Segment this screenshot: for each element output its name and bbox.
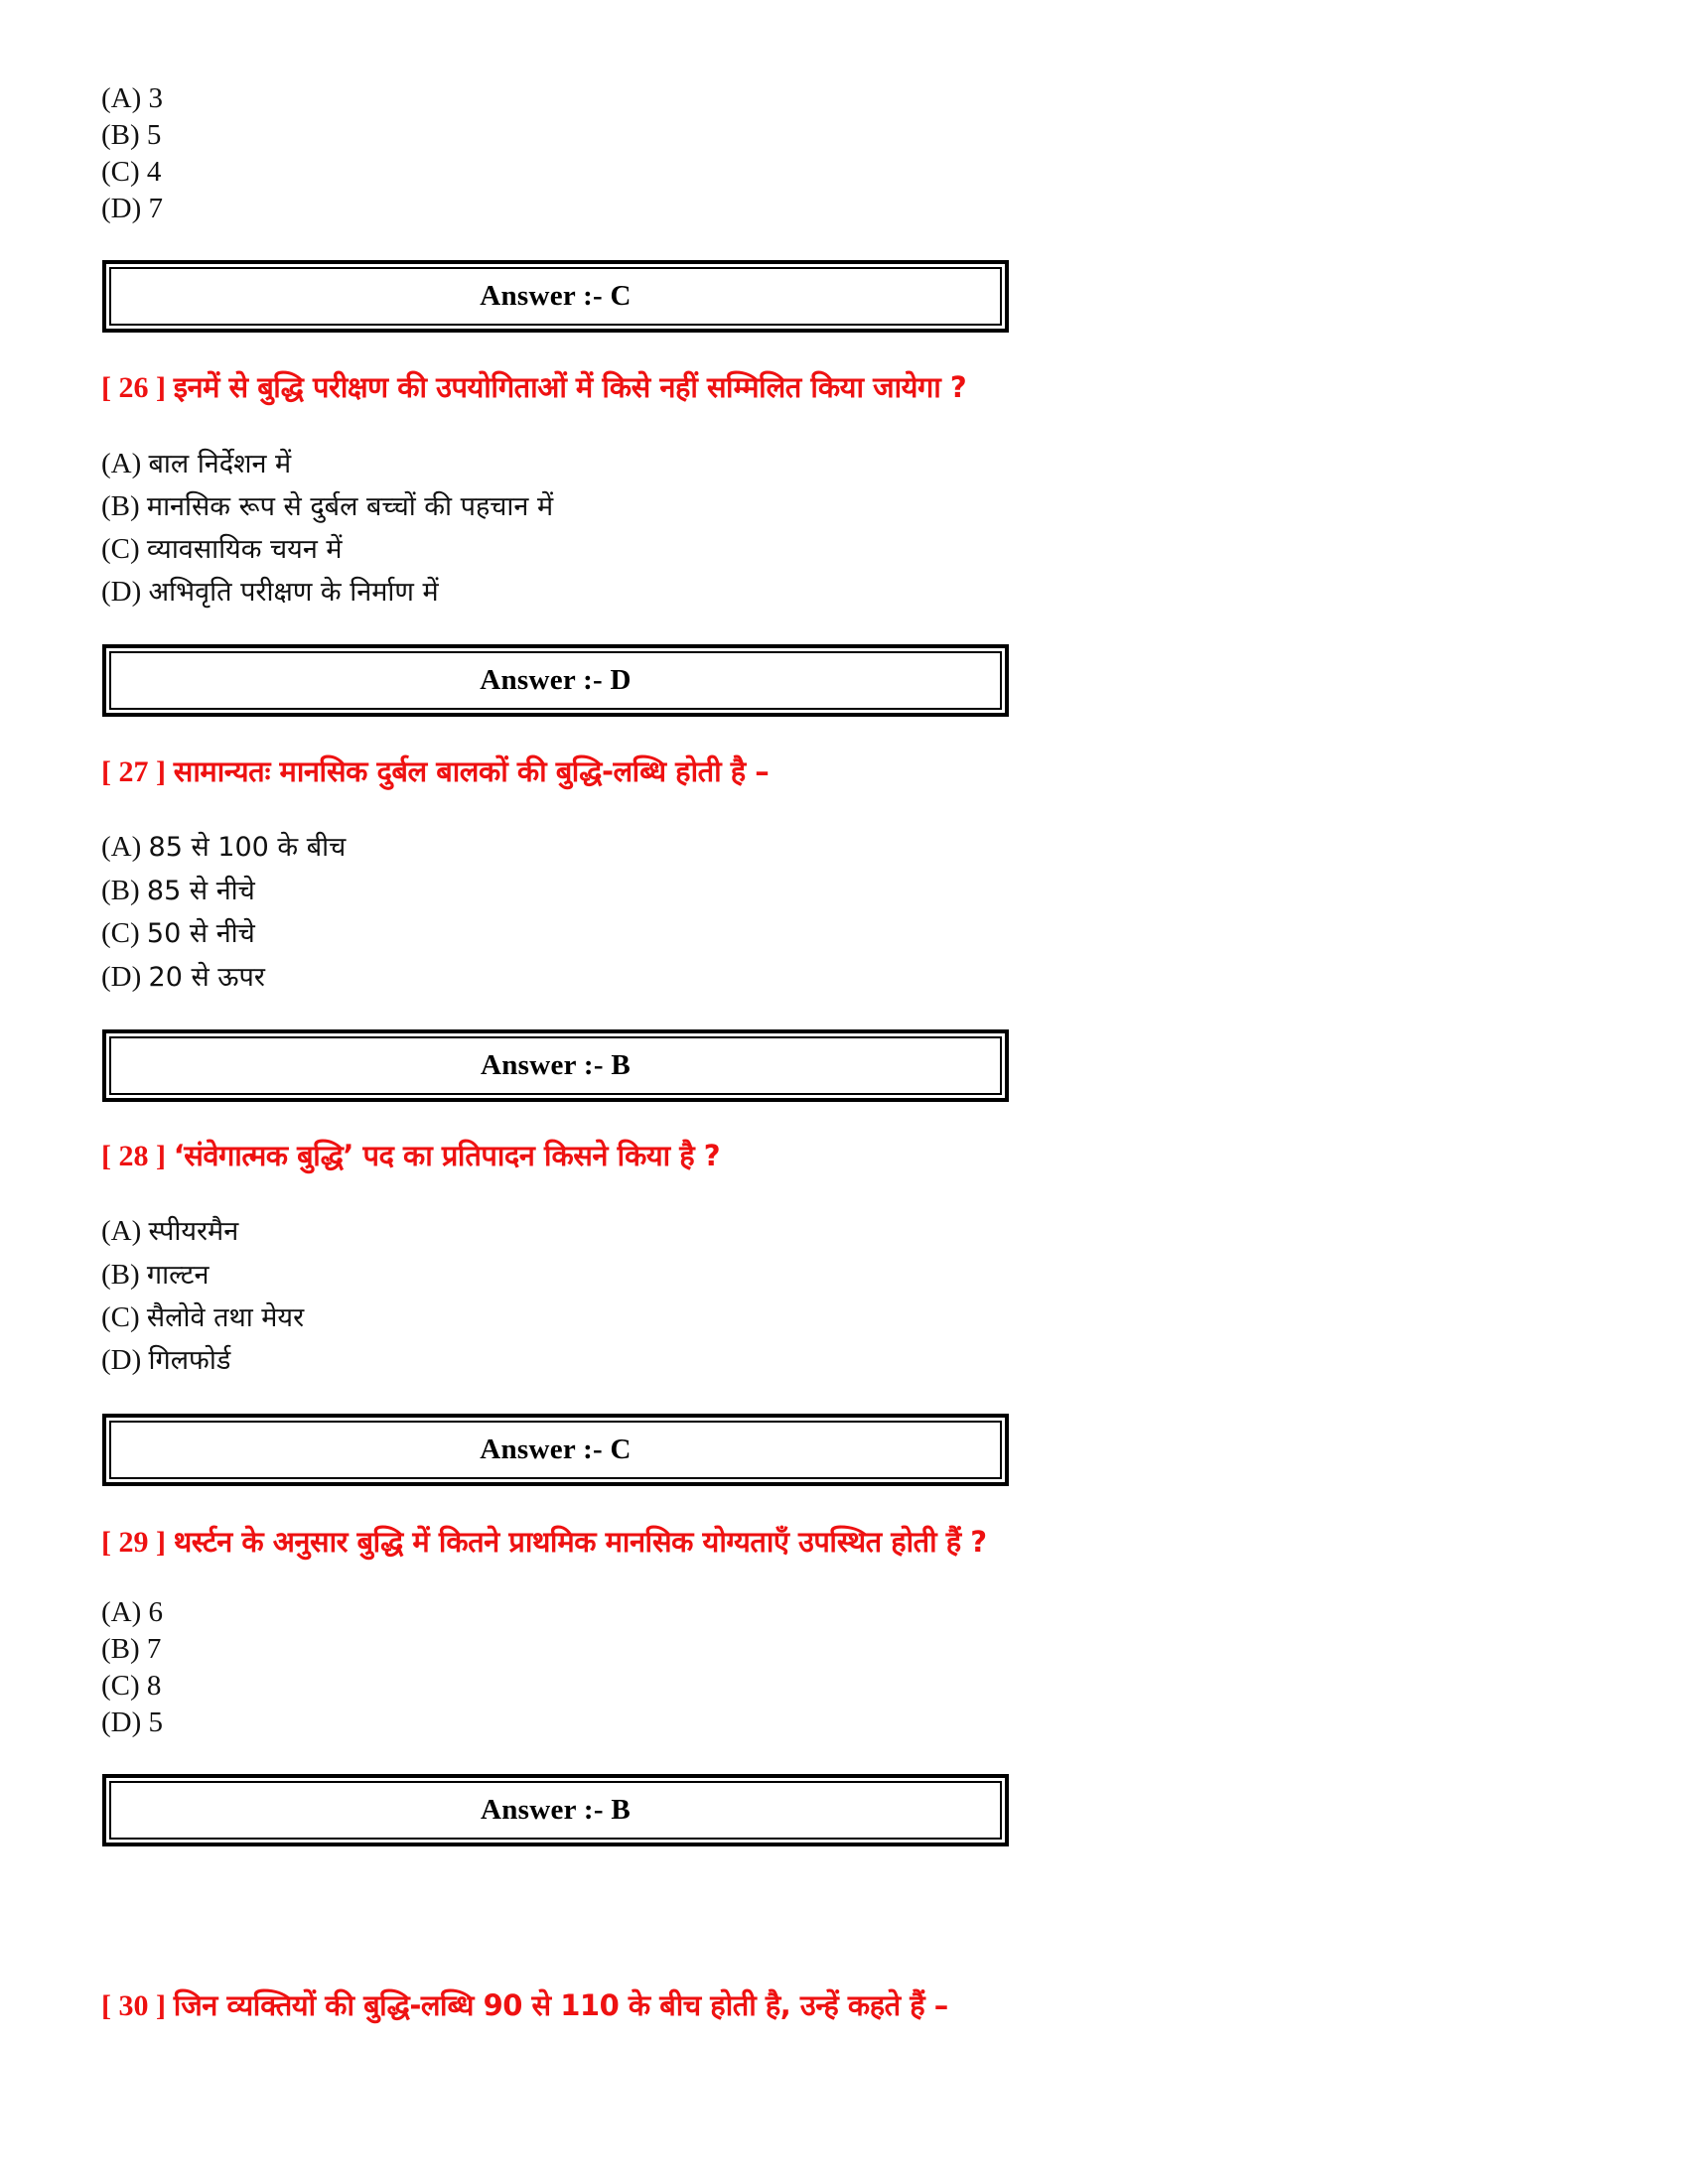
option-text: अभिवृति परीक्षण के निर्माण में	[148, 577, 439, 608]
q29-option-c	[101, 1669, 161, 1703]
q27-option-d	[101, 960, 265, 995]
question-text: इनमें से बुद्धि परीक्षण की उपयोगिताओं में किसे नहीं सम्मिलित किया जायेगा ?	[173, 370, 967, 404]
answer-box	[102, 260, 1009, 333]
option-text: 6	[148, 1596, 164, 1628]
option-text: बाल निर्देशन में	[148, 449, 292, 479]
option-a	[101, 81, 163, 115]
option-text: सैलोवे तथा मेयर	[146, 1302, 305, 1333]
q26-option-c	[101, 532, 343, 567]
q29-option-d	[101, 1706, 163, 1739]
question-text: सामान्यतः मानसिक दुर्बल बालकों की बुद्धि-लब्धि होती है –	[173, 754, 770, 788]
option-label: (B)	[101, 490, 140, 522]
question-number: [ 30 ]	[101, 1989, 166, 2022]
q28-option-d	[101, 1343, 230, 1378]
answer-text: Answer :- C	[480, 280, 632, 312]
option-label: (A)	[101, 831, 142, 863]
option-label: (C)	[101, 156, 140, 188]
answer-box	[102, 1414, 1009, 1486]
answer-text: Answer :- D	[480, 664, 632, 696]
option-label: (C)	[101, 917, 140, 949]
question-text: ‘संवेगात्मक बुद्धि’ पद का प्रतिपादन किसने किया है ?	[173, 1139, 721, 1172]
option-text: 20 से ऊपर	[148, 962, 265, 993]
option-label: (C)	[101, 1670, 140, 1702]
q26-option-a	[101, 447, 291, 481]
option-label: (C)	[101, 1301, 140, 1333]
question-29	[101, 1522, 987, 1563]
q29-option-a	[101, 1595, 163, 1629]
option-d	[101, 192, 163, 225]
option-text: 85 से नीचे	[146, 876, 255, 906]
answer-text: Answer :- C	[480, 1433, 632, 1465]
q27-option-c	[101, 916, 255, 951]
option-label: (B)	[101, 875, 140, 906]
answer-box-inner	[109, 651, 1002, 710]
option-label: (C)	[101, 533, 140, 565]
question-number: [ 29 ]	[101, 1526, 166, 1559]
question-30	[101, 1985, 948, 2026]
answer-text: Answer :- B	[481, 1794, 631, 1826]
option-b	[101, 118, 161, 152]
question-26	[101, 367, 966, 408]
question-number: [ 28 ]	[101, 1140, 166, 1172]
option-label: (A)	[101, 1215, 142, 1247]
answer-box	[102, 644, 1009, 717]
question-text: जिन व्यक्तियों की बुद्धि-लब्धि 90 से 110 के बीच होती है, उन्हें कहते हैं –	[173, 1988, 948, 2022]
q26-option-d	[101, 575, 439, 610]
answer-box-inner	[109, 1781, 1002, 1840]
option-label: (A)	[101, 82, 142, 114]
option-text: 7	[148, 193, 164, 224]
question-28	[101, 1136, 720, 1176]
option-label: (A)	[101, 1596, 142, 1628]
option-text: 4	[146, 156, 162, 188]
answer-box-inner	[109, 267, 1002, 326]
option-text: 7	[146, 1633, 162, 1665]
option-text: मानसिक रूप से दुर्बल बच्चों की पहचान में	[146, 491, 554, 522]
answer-box-inner	[109, 1036, 1002, 1095]
option-label: (D)	[101, 961, 142, 993]
option-text: स्पीयरमैन	[148, 1216, 239, 1247]
option-label: (A)	[101, 448, 142, 479]
answer-text: Answer :- B	[481, 1049, 631, 1081]
answer-box	[102, 1029, 1009, 1102]
q28-option-a	[101, 1214, 238, 1249]
option-label: (B)	[101, 1259, 140, 1291]
question-text: थर्स्टन के अनुसार बुद्धि में कितने प्राथमिक मानसिक योग्यताएँ उपस्थित होती हैं ?	[173, 1525, 987, 1559]
option-text: गिलफोर्ड	[148, 1345, 231, 1376]
option-text: 5	[146, 119, 162, 151]
option-text: व्यावसायिक चयन में	[146, 534, 343, 565]
question-number: [ 26 ]	[101, 371, 166, 404]
option-text: गाल्टन	[146, 1260, 210, 1291]
option-label: (D)	[101, 1706, 142, 1738]
question-27	[101, 751, 769, 792]
option-label: (B)	[101, 119, 140, 151]
option-label: (D)	[101, 576, 142, 608]
option-label: (D)	[101, 1344, 142, 1376]
option-c	[101, 155, 161, 189]
answer-box-inner	[109, 1421, 1002, 1479]
q27-option-b	[101, 874, 255, 908]
option-text: 85 से 100 के बीच	[148, 832, 347, 863]
option-text: 50 से नीचे	[146, 918, 255, 949]
question-number: [ 27 ]	[101, 755, 166, 788]
option-text: 3	[148, 82, 164, 114]
q29-option-b	[101, 1632, 161, 1666]
option-text: 8	[146, 1670, 162, 1702]
q28-option-c	[101, 1300, 304, 1335]
option-text: 5	[148, 1706, 164, 1738]
q26-option-b	[101, 489, 553, 524]
q27-option-a	[101, 830, 346, 865]
q28-option-b	[101, 1258, 209, 1293]
answer-box	[102, 1774, 1009, 1846]
option-label: (D)	[101, 193, 142, 224]
option-label: (B)	[101, 1633, 140, 1665]
